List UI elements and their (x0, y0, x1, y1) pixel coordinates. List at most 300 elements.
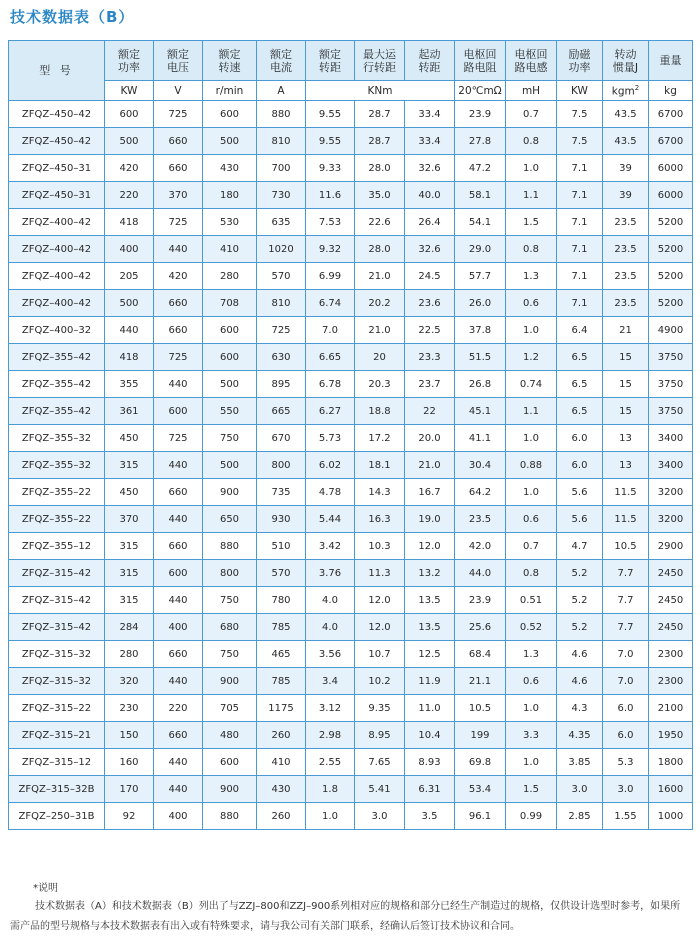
value-cell: 3.85 (557, 749, 603, 776)
value-cell: 280 (105, 641, 154, 668)
header-param: 起动 转距 (405, 41, 455, 81)
value-cell: 230 (105, 695, 154, 722)
table-row (9, 668, 693, 695)
value-cell: 6.0 (557, 452, 603, 479)
value-cell: 199 (455, 722, 506, 749)
value-cell: 4.3 (557, 695, 603, 722)
value-cell: 160 (105, 749, 154, 776)
value-cell: 12.0 (355, 614, 405, 641)
value-cell: 17.2 (355, 425, 405, 452)
value-cell: 11.9 (405, 668, 455, 695)
value-cell: 6.0 (557, 425, 603, 452)
model-cell: ZFQZ–355–42 (9, 344, 105, 371)
value-cell: 30.4 (455, 452, 506, 479)
value-cell: 33.4 (405, 101, 455, 128)
value-cell: 11.3 (355, 560, 405, 587)
value-cell: 19.0 (405, 506, 455, 533)
table-row (9, 209, 693, 236)
value-cell: 92 (105, 803, 154, 830)
table-row (9, 695, 693, 722)
value-cell: 16.7 (405, 479, 455, 506)
value-cell: 1.55 (603, 803, 649, 830)
value-cell: 43.5 (603, 101, 649, 128)
model-cell: ZFQZ–355–22 (9, 479, 105, 506)
value-cell: 465 (257, 641, 306, 668)
value-cell: 280 (203, 263, 257, 290)
value-cell: 10.5 (603, 533, 649, 560)
value-cell: 26.4 (405, 209, 455, 236)
value-cell: 42.0 (455, 533, 506, 560)
value-cell: 58.1 (455, 182, 506, 209)
model-cell: ZFQZ–355–42 (9, 398, 105, 425)
value-cell: 13.5 (405, 614, 455, 641)
value-cell: 900 (203, 479, 257, 506)
value-cell: 1.0 (506, 695, 557, 722)
value-cell: 1.3 (506, 263, 557, 290)
model-cell: ZFQZ–355–12 (9, 533, 105, 560)
value-cell: 23.5 (455, 506, 506, 533)
value-cell: 600 (203, 344, 257, 371)
model-cell: ZFQZ–315–42 (9, 587, 105, 614)
value-cell: 23.7 (405, 371, 455, 398)
value-cell: 1.3 (506, 641, 557, 668)
table-row (9, 722, 693, 749)
value-cell: 6.4 (557, 317, 603, 344)
value-cell: 1.0 (506, 479, 557, 506)
header-unit: KW (557, 81, 603, 101)
value-cell: 11.5 (603, 506, 649, 533)
value-cell: 9.55 (306, 101, 355, 128)
value-cell: 420 (105, 155, 154, 182)
value-cell: 660 (154, 317, 203, 344)
value-cell: 400 (154, 614, 203, 641)
model-cell: ZFQZ–400–42 (9, 290, 105, 317)
value-cell: 6.27 (306, 398, 355, 425)
value-cell: 68.4 (455, 641, 506, 668)
value-cell: 660 (154, 479, 203, 506)
value-cell: 13 (603, 452, 649, 479)
value-cell: 5.2 (557, 614, 603, 641)
value-cell: 0.6 (506, 668, 557, 695)
value-cell: 895 (257, 371, 306, 398)
value-cell: 4.0 (306, 614, 355, 641)
value-cell: 880 (257, 101, 306, 128)
header-unit-inertia: kgm$^2$ (603, 81, 649, 101)
model-cell: ZFQZ–450–42 (9, 128, 105, 155)
value-cell: 1.1 (506, 398, 557, 425)
value-cell: 54.1 (455, 209, 506, 236)
value-cell: 7.65 (355, 749, 405, 776)
header-row-units (9, 81, 693, 101)
value-cell: 3400 (649, 425, 693, 452)
value-cell: 8.95 (355, 722, 405, 749)
value-cell: 43.5 (603, 128, 649, 155)
value-cell: 51.5 (455, 344, 506, 371)
table-row (9, 641, 693, 668)
value-cell: 21.0 (405, 452, 455, 479)
value-cell: 23.3 (405, 344, 455, 371)
value-cell: 750 (203, 587, 257, 614)
value-cell: 7.0 (306, 317, 355, 344)
value-cell: 2.85 (557, 803, 603, 830)
model-cell: ZFQZ–355–22 (9, 506, 105, 533)
value-cell: 440 (154, 749, 203, 776)
model-cell: ZFQZ–450–31 (9, 155, 105, 182)
value-cell: 6.02 (306, 452, 355, 479)
value-cell: 3750 (649, 344, 693, 371)
value-cell: 4.35 (557, 722, 603, 749)
model-cell: ZFQZ–355–42 (9, 371, 105, 398)
value-cell: 510 (257, 533, 306, 560)
value-cell: 15 (603, 344, 649, 371)
value-cell: 0.99 (506, 803, 557, 830)
value-cell: 47.2 (455, 155, 506, 182)
value-cell: 18.1 (355, 452, 405, 479)
value-cell: 0.6 (506, 506, 557, 533)
value-cell: 600 (203, 749, 257, 776)
model-cell: ZFQZ–400–42 (9, 236, 105, 263)
value-cell: 6.65 (306, 344, 355, 371)
value-cell: 205 (105, 263, 154, 290)
table-row (9, 452, 693, 479)
value-cell: 440 (154, 506, 203, 533)
tech-data-table (8, 40, 693, 830)
value-cell: 7.1 (557, 236, 603, 263)
value-cell: 1.0 (506, 155, 557, 182)
model-cell: ZFQZ–315–21 (9, 722, 105, 749)
value-cell: 3.12 (306, 695, 355, 722)
value-cell: 880 (203, 803, 257, 830)
table-row (9, 263, 693, 290)
value-cell: 22.5 (405, 317, 455, 344)
header-param: 额定 功率 (105, 41, 154, 81)
value-cell: 5.6 (557, 479, 603, 506)
value-cell: 4900 (649, 317, 693, 344)
header-row-names (9, 41, 693, 81)
value-cell: 7.1 (557, 182, 603, 209)
table-row (9, 290, 693, 317)
value-cell: 39 (603, 155, 649, 182)
value-cell: 6.99 (306, 263, 355, 290)
model-cell: ZFQZ–315–32 (9, 668, 105, 695)
value-cell: 10.4 (405, 722, 455, 749)
value-cell: 550 (203, 398, 257, 425)
table-row (9, 317, 693, 344)
value-cell: 0.52 (506, 614, 557, 641)
table-row (9, 560, 693, 587)
value-cell: 6.0 (603, 695, 649, 722)
value-cell: 15 (603, 398, 649, 425)
value-cell: 3200 (649, 479, 693, 506)
value-cell: 16.3 (355, 506, 405, 533)
value-cell: 2450 (649, 614, 693, 641)
value-cell: 7.0 (603, 668, 649, 695)
value-cell: 660 (154, 155, 203, 182)
value-cell: 700 (257, 155, 306, 182)
value-cell: 785 (257, 614, 306, 641)
value-cell: 785 (257, 668, 306, 695)
value-cell: 2100 (649, 695, 693, 722)
value-cell: 7.0 (603, 641, 649, 668)
model-cell: ZFQZ–315–32B (9, 776, 105, 803)
value-cell: 708 (203, 290, 257, 317)
value-cell: 450 (105, 425, 154, 452)
value-cell: 3.42 (306, 533, 355, 560)
value-cell: 800 (203, 560, 257, 587)
value-cell: 37.8 (455, 317, 506, 344)
table-body (9, 101, 693, 830)
value-cell: 13.5 (405, 587, 455, 614)
model-cell: ZFQZ–355–32 (9, 425, 105, 452)
value-cell: 0.8 (506, 128, 557, 155)
value-cell: 500 (105, 128, 154, 155)
value-cell: 22.6 (355, 209, 405, 236)
value-cell: 9.33 (306, 155, 355, 182)
value-cell: 23.9 (455, 587, 506, 614)
value-cell: 3.0 (603, 776, 649, 803)
value-cell: 7.1 (557, 290, 603, 317)
value-cell: 220 (154, 695, 203, 722)
value-cell: 735 (257, 479, 306, 506)
header-param: 额定 转距 (306, 41, 355, 81)
value-cell: 600 (203, 101, 257, 128)
value-cell: 13.2 (405, 560, 455, 587)
value-cell: 900 (203, 668, 257, 695)
header-param: 电枢回 路电阻 (455, 41, 506, 81)
model-cell: ZFQZ–250–31B (9, 803, 105, 830)
value-cell: 7.5 (557, 101, 603, 128)
value-cell: 32.6 (405, 236, 455, 263)
value-cell: 21.0 (355, 263, 405, 290)
value-cell: 500 (203, 452, 257, 479)
value-cell: 3.4 (306, 668, 355, 695)
header-unit: V (154, 81, 203, 101)
value-cell: 5200 (649, 290, 693, 317)
model-cell: ZFQZ–315–42 (9, 614, 105, 641)
table-row (9, 506, 693, 533)
table-row (9, 236, 693, 263)
value-cell: 1.5 (506, 776, 557, 803)
header-param: 最大运 行转距 (355, 41, 405, 81)
value-cell: 361 (105, 398, 154, 425)
value-cell: 2300 (649, 641, 693, 668)
value-cell: 10.2 (355, 668, 405, 695)
value-cell: 1.0 (506, 317, 557, 344)
model-cell: ZFQZ–450–31 (9, 182, 105, 209)
value-cell: 430 (203, 155, 257, 182)
value-cell: 600 (105, 101, 154, 128)
value-cell: 810 (257, 128, 306, 155)
value-cell: 57.7 (455, 263, 506, 290)
value-cell: 2450 (649, 587, 693, 614)
value-cell: 1.5 (506, 209, 557, 236)
value-cell: 3400 (649, 452, 693, 479)
value-cell: 315 (105, 560, 154, 587)
value-cell: 12.0 (355, 587, 405, 614)
value-cell: 440 (105, 317, 154, 344)
value-cell: 810 (257, 290, 306, 317)
value-cell: 26.0 (455, 290, 506, 317)
value-cell: 28.0 (355, 155, 405, 182)
value-cell: 440 (154, 776, 203, 803)
table-row (9, 155, 693, 182)
value-cell: 730 (257, 182, 306, 209)
header-param: 额定 转速 (203, 41, 257, 81)
value-cell: 284 (105, 614, 154, 641)
value-cell: 600 (154, 398, 203, 425)
value-cell: 3.0 (557, 776, 603, 803)
value-cell: 170 (105, 776, 154, 803)
header-param: 重量 (649, 41, 693, 81)
value-cell: 2300 (649, 668, 693, 695)
value-cell: 32.6 (405, 155, 455, 182)
value-cell: 5.44 (306, 506, 355, 533)
value-cell: 6.5 (557, 398, 603, 425)
value-cell: 660 (154, 641, 203, 668)
value-cell: 3.3 (506, 722, 557, 749)
value-cell: 28.7 (355, 128, 405, 155)
value-cell: 5200 (649, 263, 693, 290)
value-cell: 1800 (649, 749, 693, 776)
value-cell: 220 (105, 182, 154, 209)
value-cell: 23.5 (603, 290, 649, 317)
model-cell: ZFQZ–315–42 (9, 560, 105, 587)
table-row (9, 425, 693, 452)
value-cell: 2900 (649, 533, 693, 560)
value-cell: 500 (203, 371, 257, 398)
value-cell: 450 (105, 479, 154, 506)
note-text: 技术数据表（A）和技术数据表（B）列出了与ZZJ–800和ZZJ–900系列相对应的规格和部分已经生产制造过的规格，仅供设计选型时参考，如果所需产品的型号规格与本技术数据表有出入或有特殊要求，请与我公司有关部门联系，经确认后签订技术协议和合同。 (10, 901, 681, 932)
value-cell: 6.74 (306, 290, 355, 317)
value-cell: 4.78 (306, 479, 355, 506)
value-cell: 20.3 (355, 371, 405, 398)
value-cell: 440 (154, 236, 203, 263)
value-cell: 315 (105, 587, 154, 614)
value-cell: 260 (257, 722, 306, 749)
value-cell: 440 (154, 668, 203, 695)
value-cell: 1000 (649, 803, 693, 830)
value-cell: 5.6 (557, 506, 603, 533)
value-cell: 10.5 (455, 695, 506, 722)
value-cell: 635 (257, 209, 306, 236)
value-cell: 180 (203, 182, 257, 209)
value-cell: 1.8 (306, 776, 355, 803)
value-cell: 44.0 (455, 560, 506, 587)
value-cell: 1950 (649, 722, 693, 749)
value-cell: 5.3 (603, 749, 649, 776)
model-cell: ZFQZ–315–12 (9, 749, 105, 776)
value-cell: 2.55 (306, 749, 355, 776)
value-cell: 418 (105, 209, 154, 236)
value-cell: 320 (105, 668, 154, 695)
value-cell: 3200 (649, 506, 693, 533)
model-cell: ZFQZ–315–22 (9, 695, 105, 722)
value-cell: 12.5 (405, 641, 455, 668)
value-cell: 6.78 (306, 371, 355, 398)
value-cell: 3750 (649, 371, 693, 398)
value-cell: 28.0 (355, 236, 405, 263)
value-cell: 0.8 (506, 560, 557, 587)
value-cell: 25.6 (455, 614, 506, 641)
value-cell: 22 (405, 398, 455, 425)
value-cell: 2450 (649, 560, 693, 587)
value-cell: 14.3 (355, 479, 405, 506)
value-cell: 6700 (649, 101, 693, 128)
value-cell: 6000 (649, 155, 693, 182)
header-unit: 20℃mΩ (455, 81, 506, 101)
value-cell: 29.0 (455, 236, 506, 263)
value-cell: 15 (603, 371, 649, 398)
value-cell: 20.0 (405, 425, 455, 452)
value-cell: 4.0 (306, 587, 355, 614)
value-cell: 660 (154, 722, 203, 749)
value-cell: 21.0 (355, 317, 405, 344)
header-unit: KW (105, 81, 154, 101)
note-marker: *说明 (33, 883, 58, 894)
header-unit: mH (506, 81, 557, 101)
value-cell: 24.5 (405, 263, 455, 290)
model-cell: ZFQZ–400–42 (9, 209, 105, 236)
table-row (9, 587, 693, 614)
value-cell: 1020 (257, 236, 306, 263)
value-cell: 6.31 (405, 776, 455, 803)
value-cell: 630 (257, 344, 306, 371)
value-cell: 670 (257, 425, 306, 452)
value-cell: 33.4 (405, 128, 455, 155)
value-cell: 4.6 (557, 641, 603, 668)
value-cell: 9.32 (306, 236, 355, 263)
value-cell: 3750 (649, 398, 693, 425)
value-cell: 9.55 (306, 128, 355, 155)
value-cell: 3.56 (306, 641, 355, 668)
header-param: 转动 惯量J (603, 41, 649, 81)
header-param: 电枢回 路电感 (506, 41, 557, 81)
value-cell: 750 (203, 641, 257, 668)
value-cell: 26.8 (455, 371, 506, 398)
value-cell: 8.93 (405, 749, 455, 776)
value-cell: 0.51 (506, 587, 557, 614)
value-cell: 900 (203, 776, 257, 803)
value-cell: 725 (154, 209, 203, 236)
value-cell: 3.0 (355, 803, 405, 830)
value-cell: 570 (257, 263, 306, 290)
value-cell: 930 (257, 506, 306, 533)
value-cell: 5200 (649, 236, 693, 263)
value-cell: 260 (257, 803, 306, 830)
value-cell: 370 (105, 506, 154, 533)
value-cell: 500 (203, 128, 257, 155)
value-cell: 680 (203, 614, 257, 641)
value-cell: 1.0 (506, 749, 557, 776)
value-cell: 1175 (257, 695, 306, 722)
value-cell: 12.0 (405, 533, 455, 560)
value-cell: 5.2 (557, 587, 603, 614)
table-row (9, 398, 693, 425)
value-cell: 10.3 (355, 533, 405, 560)
value-cell: 800 (257, 452, 306, 479)
value-cell: 660 (154, 290, 203, 317)
table-row (9, 776, 693, 803)
table-row (9, 344, 693, 371)
value-cell: 6.5 (557, 371, 603, 398)
header-param: 额定 电流 (257, 41, 306, 81)
value-cell: 1.0 (306, 803, 355, 830)
value-cell: 64.2 (455, 479, 506, 506)
value-cell: 7.53 (306, 209, 355, 236)
value-cell: 13 (603, 425, 649, 452)
value-cell: 41.1 (455, 425, 506, 452)
value-cell: 45.1 (455, 398, 506, 425)
